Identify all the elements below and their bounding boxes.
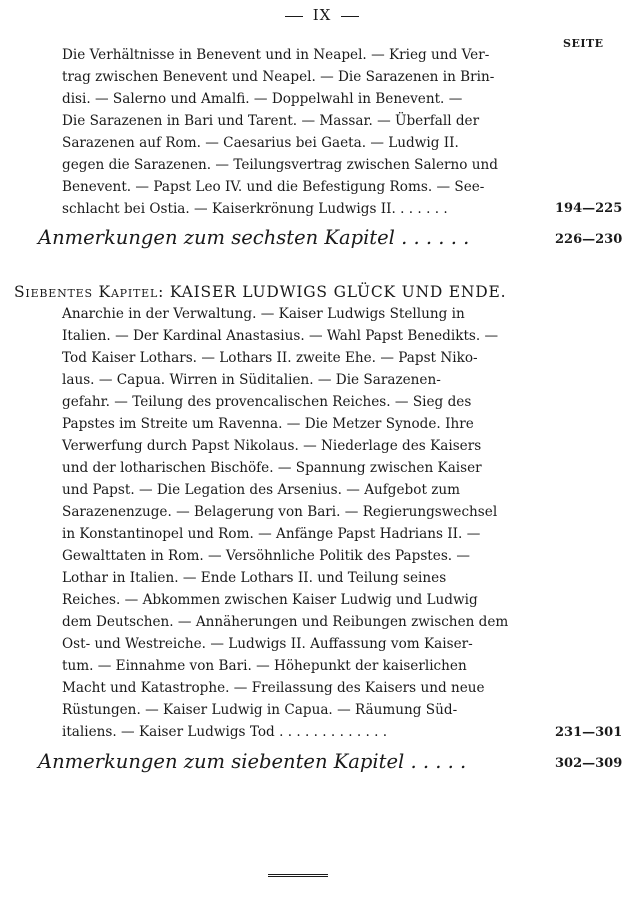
page-range: 194—225 — [555, 201, 623, 216]
toc-line: disi. — Salerno und Amalfi. — Doppelwahl in Benevent. — — [62, 91, 463, 107]
toc-line: gefahr. — Teilung des provencalischen Reiches. — Sieg des — [62, 394, 472, 410]
end-rule — [268, 874, 328, 877]
toc-line: Papstes im Streite um Ravenna. — Die Metzer Synode. Ihre — [62, 416, 474, 432]
toc-line: Sarazenenzuge. — Belagerung von Bari. — Regierungswechsel — [62, 504, 498, 520]
chapter-heading — [14, 283, 506, 301]
notes-page-range: 226—230 — [555, 232, 623, 247]
notes-chapter-6: Anmerkungen zum sechsten Kapitel . . . . . . — [38, 226, 470, 249]
toc-line: Anarchie in der Verwaltung. — Kaiser Ludwigs Stellung in — [62, 306, 465, 322]
notes-chapter-7: Anmerkungen zum siebenten Kapitel . . . . . — [38, 750, 467, 773]
notes-page-range: 302—309 — [555, 756, 623, 771]
page-number — [0, 6, 644, 24]
toc-line: laus. — Capua. Wirren in Süditalien. — Die Sarazenen- — [62, 372, 441, 388]
toc-line: Die Verhältnisse in Benevent und in Neapel. — Krieg und Ver- — [62, 47, 490, 63]
toc-line: Rüstungen. — Kaiser Ludwig in Capua. — Räumung Süd- — [62, 702, 458, 718]
page-number-text: IX — [312, 6, 332, 24]
toc-line: und der lotharischen Bischöfe. — Spannung zwischen Kaiser — [62, 460, 482, 476]
toc-line: Benevent. — Papst Leo IV. und die Befestigung Roms. — See- — [62, 179, 485, 195]
page-number-dash-left — [285, 16, 303, 17]
toc-line: italiens. — Kaiser Ludwigs Tod . . . . . . . . . . . . . — [62, 724, 388, 740]
toc-line: dem Deutschen. — Annäherungen und Reibungen zwischen dem — [62, 614, 509, 630]
toc-line: Italien. — Der Kardinal Anastasius. — Wahl Papst Benedikts. — — [62, 328, 499, 344]
toc-line: Reiches. — Abkommen zwischen Kaiser Ludwig und Ludwig — [62, 592, 478, 608]
toc-line: Tod Kaiser Lothars. — Lothars II. zweite Ehe. — Papst Niko- — [62, 350, 478, 366]
toc-line: Macht und Katastrophe. — Freilassung des Kaisers und neue — [62, 680, 485, 696]
toc-line: gegen die Sarazenen. — Teilungsvertrag zwischen Salerno und — [62, 157, 498, 173]
toc-line: in Konstantinopel und Rom. — Anfänge Papst Hadrians II. — — [62, 526, 481, 542]
toc-line: und Papst. — Die Legation des Arsenius. — Aufgebot zum — [62, 482, 461, 498]
toc-line: Ost- und Westreiche. — Ludwigs II. Auffassung vom Kaiser- — [62, 636, 473, 652]
toc-line: trag zwischen Benevent und Neapel. — Die Sarazenen in Brin- — [62, 69, 495, 85]
page-number-dash-right — [341, 16, 359, 17]
toc-line: Verwerfung durch Papst Nikolaus. — Niederlage des Kaisers — [62, 438, 482, 454]
chapter-title: KAISER LUDWIGS GLÜCK UND ENDE. — [169, 283, 507, 301]
toc-line: Gewalttaten in Rom. — Versöhnliche Politik des Papstes. — — [62, 548, 471, 564]
toc-line: Lothar in Italien. — Ende Lothars II. und Teilung seines — [62, 570, 447, 586]
toc-line: Die Sarazenen in Bari und Tarent. — Massar. — Überfall der — [62, 113, 480, 129]
page-range: 231—301 — [555, 725, 623, 740]
toc-line: Sarazenen auf Rom. — Caesarius bei Gaeta. — Ludwig II. — [62, 135, 459, 151]
chapter-label: Siebentes Kapitel: — [14, 283, 165, 301]
toc-line: schlacht bei Ostia. — Kaiserkrönung Ludwigs II. . . . . . . — [62, 201, 448, 217]
toc-line: tum. — Einnahme von Bari. — Höhepunkt der kaiserlichen — [62, 658, 467, 674]
column-label-seite: SEITE — [563, 37, 604, 50]
